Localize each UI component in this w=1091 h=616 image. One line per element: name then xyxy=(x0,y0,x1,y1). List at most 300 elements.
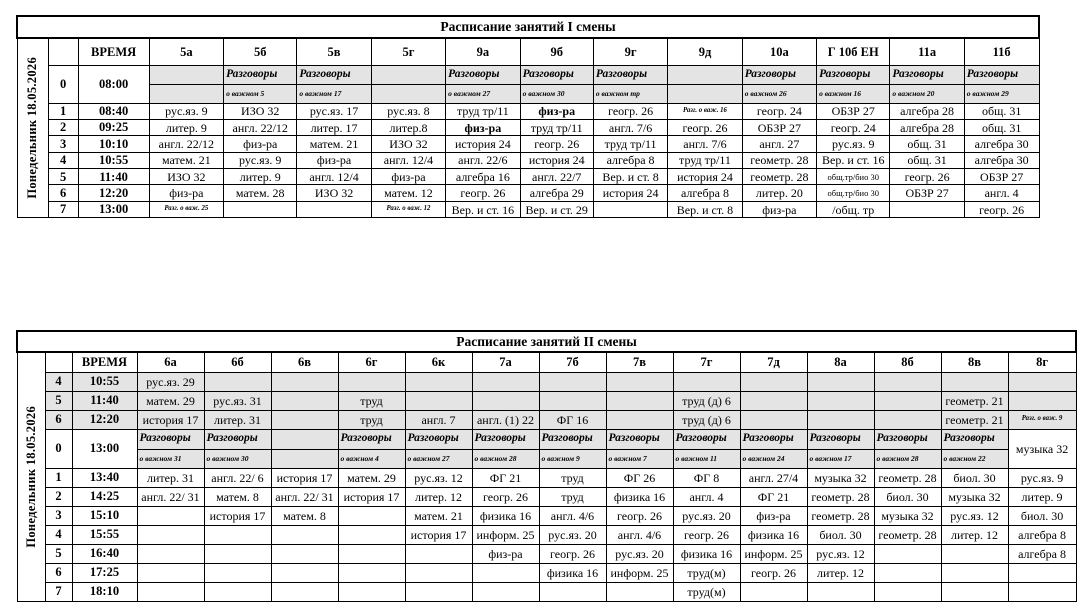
lesson-cell xyxy=(874,544,941,563)
lesson-cell: Разг. о важ. 12 xyxy=(371,201,445,217)
lesson-cell xyxy=(593,201,667,217)
lesson-cell: физ-ра xyxy=(472,544,539,563)
lesson-row xyxy=(17,506,1076,525)
lesson-row xyxy=(17,185,1039,201)
lesson-cell: англ. (1) 22 xyxy=(472,410,539,429)
class-header-4: 6к xyxy=(405,352,472,372)
lesson-cell: рус.яз. 20 xyxy=(539,525,606,544)
lesson-cell: труд xyxy=(338,391,405,410)
lesson-cell xyxy=(941,563,1008,582)
lesson-cell xyxy=(874,391,941,410)
lesson-cell: физика 16 xyxy=(472,506,539,525)
lesson-cell xyxy=(405,582,472,601)
lesson-cell xyxy=(472,582,539,601)
lesson-cell xyxy=(137,582,204,601)
lesson-cell xyxy=(338,563,405,582)
lesson-cell xyxy=(271,410,338,429)
lesson-row xyxy=(17,391,1076,410)
lesson-cell: англ. 12/4 xyxy=(297,169,371,185)
lesson-cell xyxy=(338,582,405,601)
lesson-cell: информ. 25 xyxy=(606,563,673,582)
lesson-cell: англ. 22/12 xyxy=(149,136,223,152)
lesson-time: 10:10 xyxy=(78,136,149,152)
lesson-cell xyxy=(472,372,539,391)
lesson-cell: история 17 xyxy=(137,410,204,429)
lesson-cell: геогр. 26 xyxy=(539,544,606,563)
lesson-cell: англ. 22/ 6 xyxy=(204,468,271,487)
lesson-cell xyxy=(472,391,539,410)
lesson-cell: рус.яз. 9 xyxy=(817,136,890,152)
lesson-cell: ОБЗР 27 xyxy=(817,103,890,119)
lesson-number-header xyxy=(48,38,78,65)
lesson-row xyxy=(17,468,1076,487)
lesson-cell: алгебра 30 xyxy=(964,152,1039,168)
day-label-cell xyxy=(17,38,48,218)
lesson-cell: рус.яз. 20 xyxy=(606,544,673,563)
lesson-cell: Вер. и ст. 8 xyxy=(593,169,667,185)
talk-title: Разговоры xyxy=(964,65,1039,84)
lesson-cell: история 17 xyxy=(338,487,405,506)
lesson-cell: информ. 25 xyxy=(472,525,539,544)
lesson-cell: физ-ра xyxy=(742,201,816,217)
lesson-cell: англ. 7/6 xyxy=(593,119,667,135)
lesson-number-header xyxy=(45,352,72,372)
lesson-cell: литер. 9 xyxy=(1008,487,1076,506)
lesson-cell: общ. 31 xyxy=(890,152,964,168)
talk-subtitle: о важном 17 xyxy=(807,449,874,468)
talk-subtitle: о важном 16 xyxy=(817,84,890,103)
lesson-cell xyxy=(606,372,673,391)
lesson-cell: матем. 28 xyxy=(224,185,297,201)
lesson-cell: Вер. и ст. 16 xyxy=(817,152,890,168)
lesson-cell: геометр. 21 xyxy=(941,391,1008,410)
lesson-time: 11:40 xyxy=(72,391,137,410)
class-header-10: 8а xyxy=(807,352,874,372)
lesson-cell: биол. 30 xyxy=(1008,506,1076,525)
lesson-cell: литер.8 xyxy=(371,119,445,135)
talk-title: Разговоры xyxy=(740,429,807,449)
class-header-10: 11а xyxy=(890,38,964,65)
lesson-cell: история 17 xyxy=(405,525,472,544)
lesson-cell xyxy=(338,525,405,544)
lesson-cell xyxy=(271,544,338,563)
lesson-cell xyxy=(338,506,405,525)
lesson-cell xyxy=(606,582,673,601)
lesson-time: 18:10 xyxy=(72,582,137,601)
lesson-number: 7 xyxy=(48,201,78,217)
talk-title: Разговоры xyxy=(297,65,371,84)
class-header-9: 7д xyxy=(740,352,807,372)
lesson-cell: физика 16 xyxy=(740,525,807,544)
lesson-cell: Вер. и ст. 8 xyxy=(668,201,742,217)
talk-subtitle: о важном 29 xyxy=(964,84,1039,103)
lesson-cell xyxy=(890,201,964,217)
lesson-cell: рус.яз. 31 xyxy=(204,391,271,410)
lesson-time: 14:25 xyxy=(72,487,137,506)
lesson-time: 17:25 xyxy=(72,563,137,582)
lesson-cell xyxy=(1008,372,1076,391)
lesson-cell: ФГ 21 xyxy=(740,487,807,506)
lesson-cell: общ. 31 xyxy=(964,103,1039,119)
lesson-cell xyxy=(740,372,807,391)
lesson-cell xyxy=(740,582,807,601)
lesson-cell: геометр. 28 xyxy=(807,487,874,506)
lesson-number: 6 xyxy=(48,185,78,201)
lesson-cell: общ.тр/био 30 xyxy=(817,185,890,201)
lesson-cell: ОБЗР 27 xyxy=(964,169,1039,185)
lesson-cell: алгебра 8 xyxy=(1008,525,1076,544)
lesson-time: 11:40 xyxy=(78,169,149,185)
lesson-cell xyxy=(606,410,673,429)
talk-title: Разговоры xyxy=(338,429,405,449)
lesson-number: 2 xyxy=(45,487,72,506)
lesson-cell: ФГ 16 xyxy=(539,410,606,429)
lesson-cell: литер. 31 xyxy=(137,468,204,487)
header-row xyxy=(17,38,1039,65)
talk-subtitle: о важном 30 xyxy=(204,449,271,468)
lesson-cell xyxy=(224,201,297,217)
lesson-cell: англ. 7 xyxy=(405,410,472,429)
lesson-cell: рус.яз. 20 xyxy=(673,506,740,525)
lesson-cell: литер. 12 xyxy=(807,563,874,582)
lesson-cell: Вер. и ст. 16 xyxy=(446,201,520,217)
lesson-cell: общ.тр/био 30 xyxy=(817,169,890,185)
lesson-cell: труд тр/11 xyxy=(520,119,593,135)
talk-title: Разговоры xyxy=(405,429,472,449)
lesson-cell: англ. 4/6 xyxy=(606,525,673,544)
lesson-number: 6 xyxy=(45,563,72,582)
talk-subtitle xyxy=(149,84,223,103)
lesson-cell: литер. 9 xyxy=(149,119,223,135)
lesson-cell: матем. 29 xyxy=(338,468,405,487)
lesson-cell xyxy=(405,563,472,582)
lesson-cell: литер. 12 xyxy=(405,487,472,506)
lesson-cell: англ. 4 xyxy=(673,487,740,506)
class-header-2: 6в xyxy=(271,352,338,372)
lesson-cell: рус.яз. 9 xyxy=(149,103,223,119)
lesson-number: 6 xyxy=(45,410,72,429)
lesson-cell xyxy=(204,563,271,582)
lesson-cell: рус.яз. 8 xyxy=(371,103,445,119)
lesson-number: 4 xyxy=(48,152,78,168)
lesson-time: 08:00 xyxy=(78,65,149,103)
schedule-title: Расписание занятий I смены xyxy=(17,16,1039,38)
lesson-cell xyxy=(673,372,740,391)
talk-subtitle: о важном 4 xyxy=(338,449,405,468)
lesson-cell xyxy=(405,372,472,391)
class-header-7: 7в xyxy=(606,352,673,372)
lesson-cell: труд (д) 6 xyxy=(673,410,740,429)
talk-title: Разговоры xyxy=(472,429,539,449)
lesson-cell xyxy=(1008,582,1076,601)
lesson-cell xyxy=(137,563,204,582)
class-header-3: 6г xyxy=(338,352,405,372)
lesson-number: 4 xyxy=(45,525,72,544)
lesson-cell: физ-ра xyxy=(446,119,520,135)
lesson-cell: англ. 27/4 xyxy=(740,468,807,487)
lesson-cell: рус.яз. 9 xyxy=(224,152,297,168)
talk-title: Разговоры xyxy=(890,65,964,84)
lesson-cell: литер. 9 xyxy=(224,169,297,185)
talk-row-top xyxy=(17,429,1076,449)
lesson-row xyxy=(17,136,1039,152)
lesson-row xyxy=(17,372,1076,391)
lesson-cell xyxy=(606,391,673,410)
lesson-cell: англ. 7/6 xyxy=(668,136,742,152)
lesson-cell: физ-ра xyxy=(740,506,807,525)
lesson-cell: геометр. 28 xyxy=(742,169,816,185)
lesson-cell: ИЗО 32 xyxy=(371,136,445,152)
day-label-box xyxy=(18,57,48,199)
lesson-cell: труд(м) xyxy=(673,582,740,601)
talk-subtitle: о важном 9 xyxy=(539,449,606,468)
lesson-cell xyxy=(1008,391,1076,410)
class-header-6: 9г xyxy=(593,38,667,65)
lesson-cell: музыка 32 xyxy=(941,487,1008,506)
lesson-cell: геометр. 28 xyxy=(807,506,874,525)
lesson-cell: общ. 31 xyxy=(964,119,1039,135)
lesson-cell: физ-ра xyxy=(224,136,297,152)
lesson-time: 12:20 xyxy=(72,410,137,429)
lesson-number: 5 xyxy=(45,544,72,563)
lesson-cell xyxy=(539,582,606,601)
lesson-row xyxy=(17,119,1039,135)
class-header-11: 11б xyxy=(964,38,1039,65)
lesson-time: 10:55 xyxy=(78,152,149,168)
lesson-cell: алгебра 28 xyxy=(890,103,964,119)
lesson-cell: физика 16 xyxy=(606,487,673,506)
lesson-cell: геометр. 21 xyxy=(941,410,1008,429)
lesson-cell xyxy=(271,525,338,544)
lesson-cell: ФГ 21 xyxy=(472,468,539,487)
lesson-cell: рус.яз. 29 xyxy=(137,372,204,391)
header-row xyxy=(17,352,1076,372)
lesson-number: 7 xyxy=(45,582,72,601)
talk-title: Разговоры xyxy=(520,65,593,84)
lesson-cell xyxy=(297,201,371,217)
lesson-cell: англ. 12/4 xyxy=(371,152,445,168)
lesson-cell: ИЗО 32 xyxy=(224,103,297,119)
lesson-cell: биол. 30 xyxy=(807,525,874,544)
lesson-cell: алгебра 8 xyxy=(1008,544,1076,563)
day-label-cell xyxy=(17,352,45,601)
lesson-cell: рус.яз. 17 xyxy=(297,103,371,119)
class-header-5: 9б xyxy=(520,38,593,65)
talk-title: Разговоры xyxy=(593,65,667,84)
lesson-row xyxy=(17,103,1039,119)
talk-subtitle xyxy=(271,449,338,468)
talk-title: Разговоры xyxy=(539,429,606,449)
lesson-cell: труд тр/11 xyxy=(668,152,742,168)
lesson-cell: литер. 20 xyxy=(742,185,816,201)
lesson-time: 08:40 xyxy=(78,103,149,119)
lesson-number: 1 xyxy=(45,468,72,487)
class-header-3: 5г xyxy=(371,38,445,65)
lesson-cell xyxy=(137,506,204,525)
lesson-cell: труд тр/11 xyxy=(593,136,667,152)
lesson-cell xyxy=(204,582,271,601)
talk-title xyxy=(271,429,338,449)
lesson-row xyxy=(17,544,1076,563)
lesson-cell: рус.яз. 12 xyxy=(941,506,1008,525)
lesson-cell: музыка 32 xyxy=(1008,429,1076,468)
lesson-cell: физ-ра xyxy=(297,152,371,168)
lesson-cell xyxy=(472,563,539,582)
lesson-cell: геогр. 26 xyxy=(446,185,520,201)
lesson-cell: биол. 30 xyxy=(941,468,1008,487)
lesson-cell: англ. 27 xyxy=(742,136,816,152)
lesson-cell: история 24 xyxy=(520,152,593,168)
lesson-cell xyxy=(204,525,271,544)
talk-subtitle xyxy=(668,84,742,103)
lesson-cell: англ. 22/ 31 xyxy=(137,487,204,506)
lesson-cell: алгебра 30 xyxy=(964,136,1039,152)
lesson-cell: геогр. 26 xyxy=(472,487,539,506)
lesson-cell: геометр. 28 xyxy=(874,468,941,487)
lesson-cell: геогр. 26 xyxy=(520,136,593,152)
lesson-time: 15:55 xyxy=(72,525,137,544)
talk-row-bottom xyxy=(17,449,1076,468)
lesson-time: 13:00 xyxy=(78,201,149,217)
lesson-cell xyxy=(338,372,405,391)
talk-subtitle: о важном 24 xyxy=(740,449,807,468)
lesson-time: 12:20 xyxy=(78,185,149,201)
lesson-number: 0 xyxy=(45,429,72,468)
talk-subtitle: о важном 26 xyxy=(742,84,816,103)
lesson-cell: матем. 8 xyxy=(204,487,271,506)
lesson-cell xyxy=(1008,563,1076,582)
lesson-cell: ФГ 26 xyxy=(606,468,673,487)
lesson-cell: труд xyxy=(539,468,606,487)
time-header: ВРЕМЯ xyxy=(78,38,149,65)
class-header-5: 7а xyxy=(472,352,539,372)
lesson-cell: история 17 xyxy=(271,468,338,487)
lesson-row xyxy=(17,169,1039,185)
talk-title: Разговоры xyxy=(137,429,204,449)
class-header-1: 5б xyxy=(224,38,297,65)
class-header-11: 8б xyxy=(874,352,941,372)
class-header-8: 10а xyxy=(742,38,816,65)
lesson-time: 09:25 xyxy=(78,119,149,135)
lesson-time: 16:40 xyxy=(72,544,137,563)
lesson-time: 15:10 xyxy=(72,506,137,525)
lesson-cell: физика 16 xyxy=(673,544,740,563)
lesson-cell xyxy=(204,544,271,563)
lesson-cell xyxy=(941,582,1008,601)
lesson-number: 0 xyxy=(48,65,78,103)
talk-subtitle: о важном 17 xyxy=(297,84,371,103)
lesson-row xyxy=(17,201,1039,217)
lesson-cell: физ-ра xyxy=(149,185,223,201)
lesson-number: 3 xyxy=(45,506,72,525)
lesson-number: 2 xyxy=(48,119,78,135)
lesson-cell: труд тр/11 xyxy=(446,103,520,119)
lesson-number: 1 xyxy=(48,103,78,119)
talk-title xyxy=(371,65,445,84)
lesson-cell xyxy=(807,372,874,391)
lesson-cell: рус.яз. 12 xyxy=(807,544,874,563)
lesson-cell: общ. 31 xyxy=(890,136,964,152)
schedule-title: Расписание занятий II смены xyxy=(17,331,1076,352)
lesson-cell: труд(м) xyxy=(673,563,740,582)
lesson-cell: матем. 12 xyxy=(371,185,445,201)
class-header-13: 8г xyxy=(1008,352,1076,372)
lesson-cell: музыка 32 xyxy=(807,468,874,487)
talk-subtitle: о важном 27 xyxy=(405,449,472,468)
lesson-cell: геогр. 26 xyxy=(890,169,964,185)
title-row xyxy=(17,331,1076,352)
talk-title: Разговоры xyxy=(874,429,941,449)
lesson-number: 5 xyxy=(45,391,72,410)
lesson-cell: геометр. 28 xyxy=(874,525,941,544)
lesson-cell: информ. 25 xyxy=(740,544,807,563)
lesson-cell: труд xyxy=(539,487,606,506)
class-header-6: 7б xyxy=(539,352,606,372)
lesson-row xyxy=(17,582,1076,601)
talk-subtitle: о важном 31 xyxy=(137,449,204,468)
talk-title: Разговоры xyxy=(817,65,890,84)
class-header-8: 7г xyxy=(673,352,740,372)
schedule-shift-2 xyxy=(16,330,1077,602)
lesson-cell: алгебра 8 xyxy=(593,152,667,168)
talk-row-top xyxy=(17,65,1039,84)
lesson-cell xyxy=(941,544,1008,563)
time-header: ВРЕМЯ xyxy=(72,352,137,372)
class-header-12: 8в xyxy=(941,352,1008,372)
lesson-cell: англ. 22/12 xyxy=(224,119,297,135)
lesson-cell xyxy=(941,372,1008,391)
lesson-cell: геогр. 26 xyxy=(593,103,667,119)
lesson-cell: алгебра 28 xyxy=(890,119,964,135)
lesson-cell: физ-ра xyxy=(371,169,445,185)
lesson-cell xyxy=(807,391,874,410)
lesson-cell: матем. 21 xyxy=(297,136,371,152)
talk-subtitle: о важном 30 xyxy=(520,84,593,103)
class-header-7: 9д xyxy=(668,38,742,65)
lesson-cell: геогр. 26 xyxy=(740,563,807,582)
talk-title: Разговоры xyxy=(224,65,297,84)
lesson-row xyxy=(17,152,1039,168)
lesson-cell: геометр. 28 xyxy=(742,152,816,168)
lesson-cell: геогр. 26 xyxy=(673,525,740,544)
lesson-cell: /общ. тр xyxy=(817,201,890,217)
lesson-cell xyxy=(740,391,807,410)
lesson-cell: англ. 4 xyxy=(964,185,1039,201)
lesson-cell: Разг. о важ. 9 xyxy=(1008,410,1076,429)
lesson-cell: ОБЗР 27 xyxy=(890,185,964,201)
talk-title: Разговоры xyxy=(742,65,816,84)
lesson-cell: ИЗО 32 xyxy=(297,185,371,201)
lesson-cell xyxy=(405,391,472,410)
lesson-cell: труд xyxy=(338,410,405,429)
lesson-number: 5 xyxy=(48,169,78,185)
talk-subtitle: о важном 27 xyxy=(446,84,520,103)
lesson-cell: история 24 xyxy=(446,136,520,152)
lesson-cell: англ. 22/7 xyxy=(520,169,593,185)
lesson-cell xyxy=(807,582,874,601)
talk-subtitle: о важном 11 xyxy=(673,449,740,468)
lesson-cell: геогр. 24 xyxy=(742,103,816,119)
lesson-row xyxy=(17,487,1076,506)
talk-subtitle xyxy=(371,84,445,103)
lesson-cell: Разг. о важ. 16 xyxy=(668,103,742,119)
class-header-2: 5в xyxy=(297,38,371,65)
talk-title: Разговоры xyxy=(606,429,673,449)
lesson-cell: Вер. и ст. 29 xyxy=(520,201,593,217)
lesson-row xyxy=(17,410,1076,429)
lesson-cell: геогр. 26 xyxy=(606,506,673,525)
day-label: Понедельник 18.05.2026 xyxy=(25,57,40,199)
